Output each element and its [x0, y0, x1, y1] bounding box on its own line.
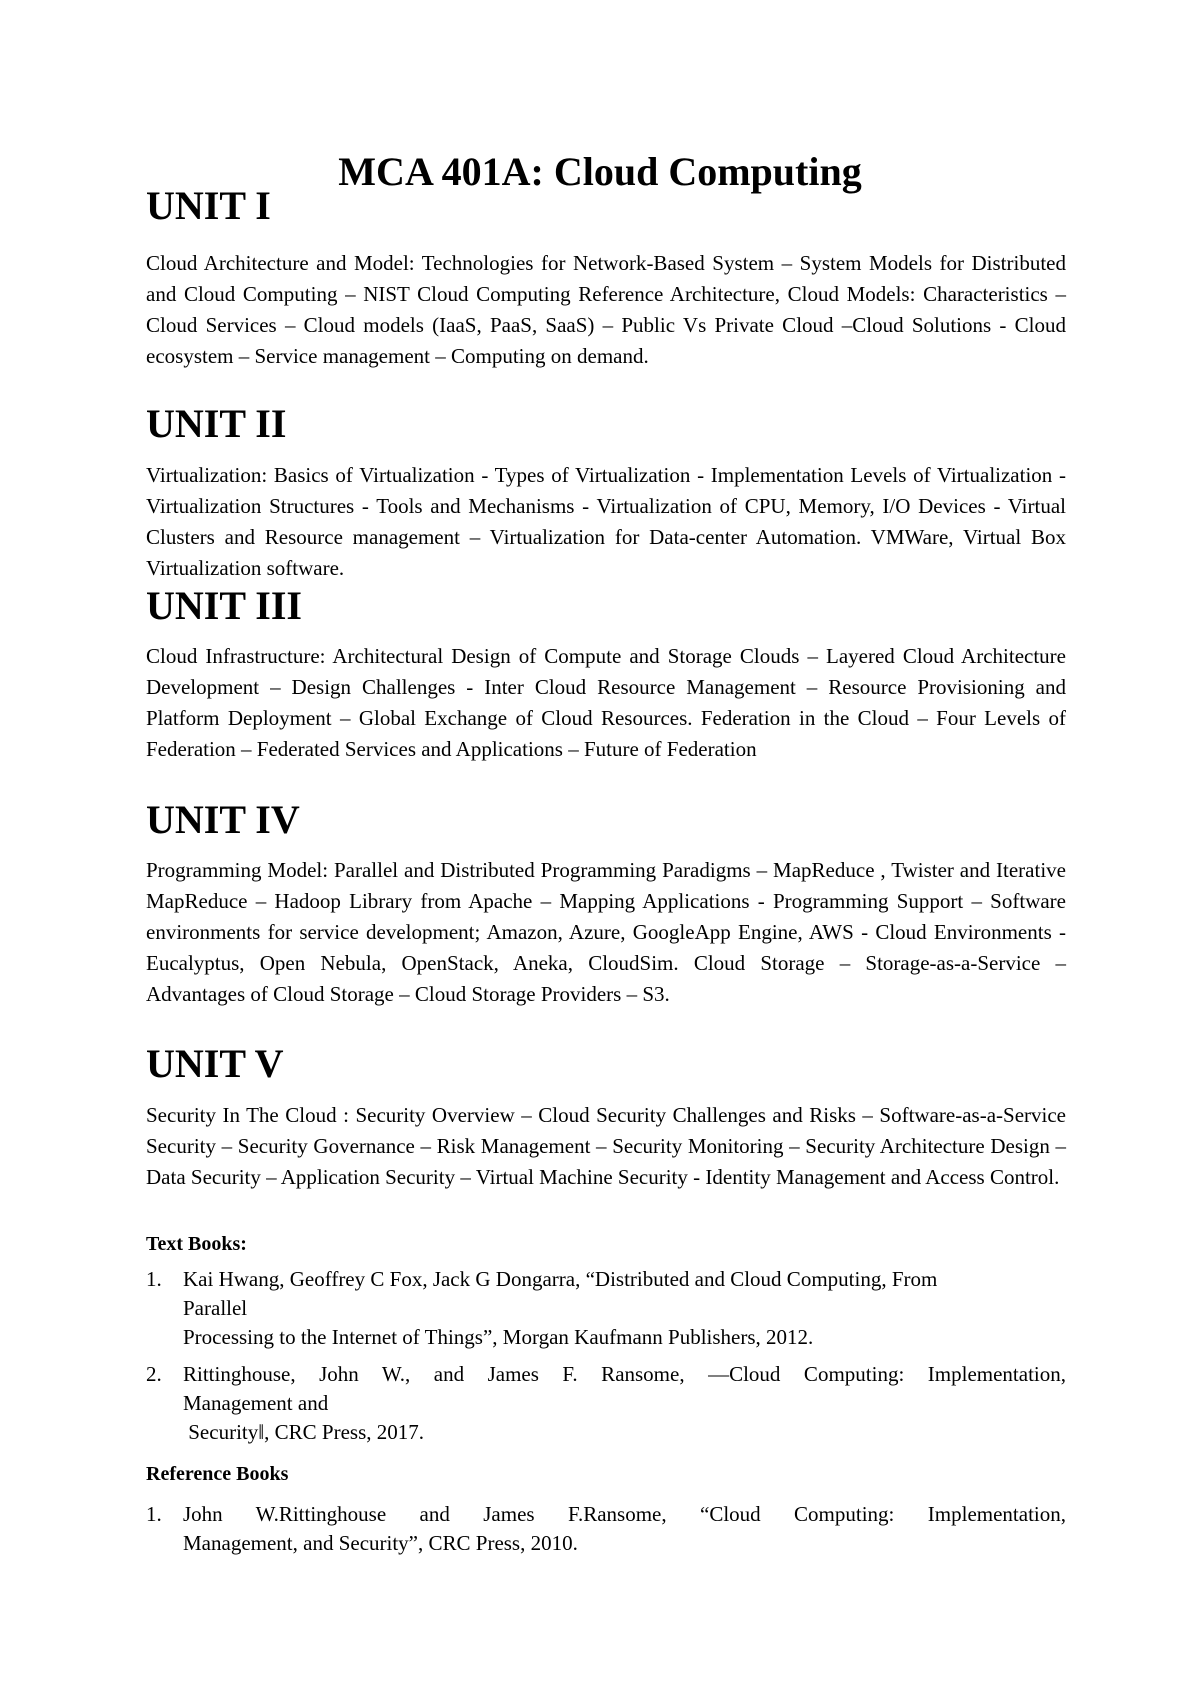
- unit-2-body: Virtualization: Basics of Virtualization - Types of Virtualization - Implementation Levels of Virtualization - Virtualization Structures - Tools and Mechanisms - Virtualization of CPU, Memory, I/O Devices - Virtual Clusters and Resource management – Virtualization for Data-center Automation. VMWare, Virtual Box Virtualization software.: [146, 463, 1066, 580]
- text-books-label: Text Books:: [146, 1233, 247, 1255]
- text-books-list: [146, 1265, 1066, 1455]
- list-number: 2.: [146, 1362, 162, 1386]
- unit-4-body: Programming Model: Parallel and Distributed Programming Paradigms – MapReduce , Twister and Iterative MapReduce – Hadoop Library from Apache – Mapping Applications - Programming Support – Software environments for service development; Amazon, Azure, GoogleApp Engine, AWS - Cloud Environments -Eucalyptus, Open Nebula, OpenStack, Aneka, CloudSim. Cloud Storage – Storage-as-a-Service – Advantages of Cloud Storage – Cloud Storage Providers – S3.: [146, 858, 1066, 1006]
- reference-books-list: [146, 1500, 1066, 1566]
- unit-1-heading: UNIT I: [146, 183, 271, 228]
- list-number: 1.: [146, 1267, 162, 1291]
- unit-3-heading: UNIT III: [146, 583, 302, 628]
- text-book-item: [146, 1360, 1066, 1447]
- book-citation-line: Kai Hwang, Geoffrey C Fox, Jack G Dongarra, “Distributed and Cloud Computing, From: [183, 1267, 938, 1291]
- book-citation-line: Management, and Security”, CRC Press, 2010.: [183, 1531, 578, 1555]
- unit-5-body: Security In The Cloud : Security Overview – Cloud Security Challenges and Risks – Software-as-a-Service Security – Security Governance – Risk Management – Security Monitoring – Security Architecture Design – Data Security – Application Security – Virtual Machine Security - Identity Management and Access Control.: [146, 1103, 1066, 1189]
- unit-2-heading: UNIT II: [146, 401, 287, 446]
- book-citation-line: John W.Rittinghouse and James F.Ransome, “Cloud Computing: Implementation,: [183, 1502, 1066, 1526]
- book-citation-line: Rittinghouse, John W., and James F. Ransome, ―Cloud Computing: Implementation,: [183, 1362, 1066, 1386]
- reference-books-label: Reference Books: [146, 1463, 289, 1485]
- book-citation-line: Security‖, CRC Press, 2017.: [183, 1420, 424, 1444]
- unit-3-body: Cloud Infrastructure: Architectural Design of Compute and Storage Clouds – Layered Cloud Architecture Development – Design Challenges - Inter Cloud Resource Management – Resource Provisioning and Platform Deployment – Global Exchange of Cloud Resources. Federation in the Cloud – Four Levels of Federation – Federated Services and Applications – Future of Federation: [146, 644, 1066, 761]
- list-number: 1.: [146, 1502, 162, 1526]
- page-title: MCA 401A: Cloud Computing: [338, 149, 862, 194]
- reference-book-item: [146, 1500, 1066, 1558]
- book-citation-line: Management and: [183, 1391, 329, 1415]
- text-book-item: [146, 1265, 1066, 1352]
- book-citation-line: Processing to the Internet of Things”, Morgan Kaufmann Publishers, 2012.: [183, 1325, 814, 1349]
- book-citation-line: Parallel: [183, 1296, 248, 1320]
- unit-5-heading: UNIT V: [146, 1041, 284, 1086]
- unit-1-body: Cloud Architecture and Model: Technologies for Network-Based System – System Models for Distributed and Cloud Computing – NIST Cloud Computing Reference Architecture, Cloud Models: Characteristics – Cloud Services – Cloud models (IaaS, PaaS, SaaS) – Public Vs Private Cloud –Cloud Solutions - Cloud ecosystem – Service management – Computing on demand.: [146, 251, 1066, 368]
- unit-4-heading: UNIT IV: [146, 797, 300, 842]
